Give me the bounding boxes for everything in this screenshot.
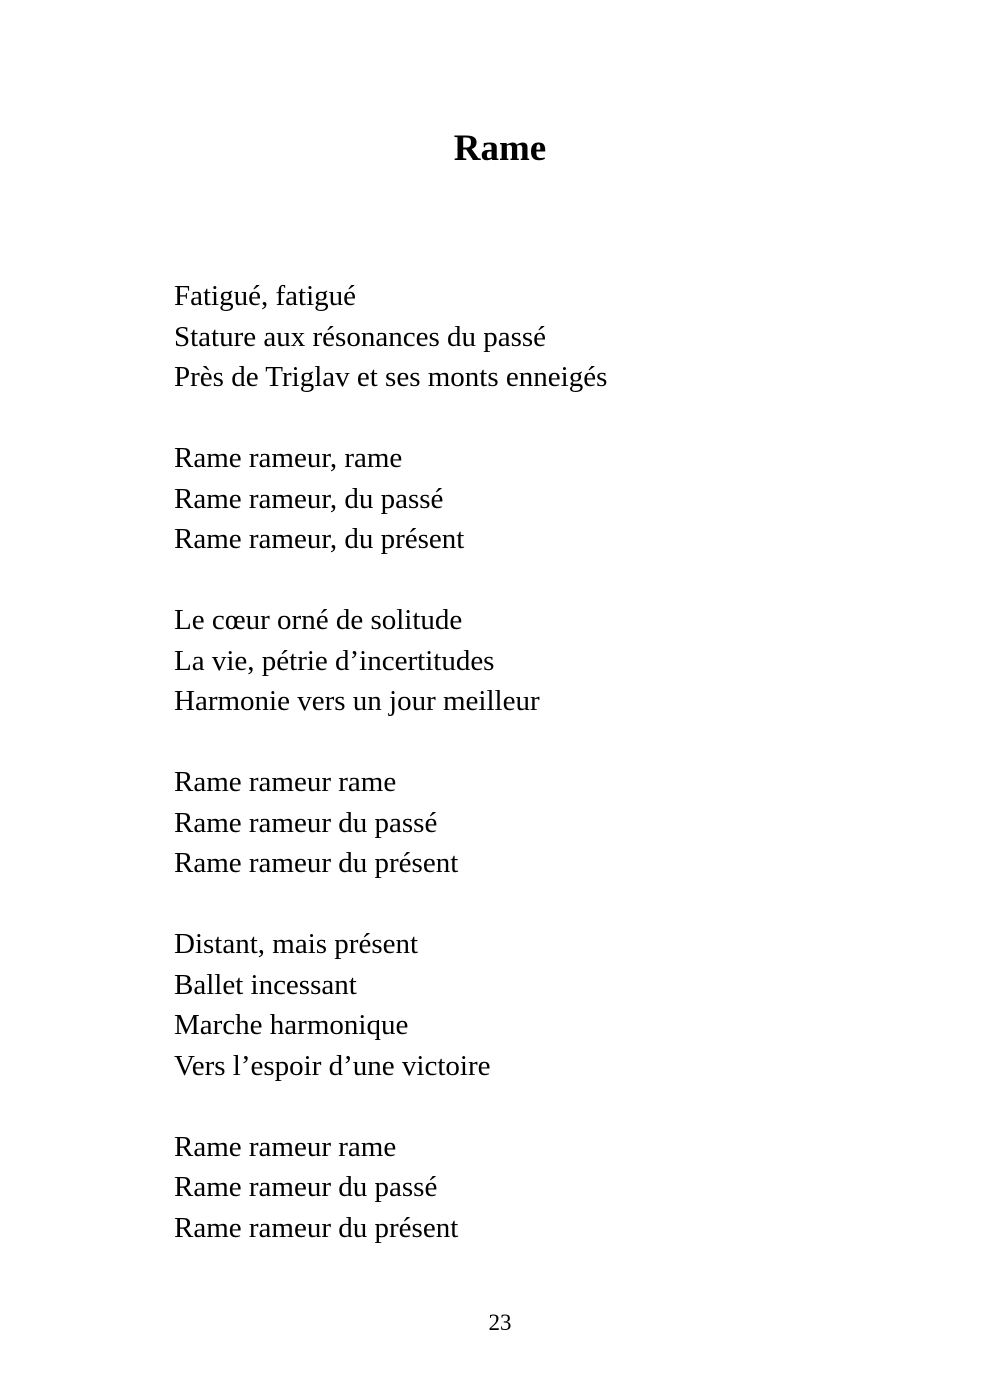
poem-line: Rame rameur du présent (174, 847, 459, 879)
stanza (174, 924, 874, 1086)
poem-line: Fatigué, fatigué (174, 280, 357, 312)
stanza (174, 438, 874, 560)
poem-line: Vers l’espoir d’une victoire (174, 1049, 491, 1082)
poem-line: Rame rameur du présent (174, 1211, 459, 1244)
stanza (174, 600, 874, 722)
poem-line: Rame rameur, du présent (174, 523, 465, 555)
poem-line: Rame rameur rame (174, 1130, 397, 1163)
stanza (174, 276, 874, 398)
poem-line: Rame rameur, rame (174, 442, 403, 474)
poem-line: Distant, mais présent (174, 928, 419, 960)
poem-line: Rame rameur du passé (174, 1171, 438, 1203)
page-number: 23 (488, 1310, 512, 1335)
stanza (174, 762, 874, 884)
poem-line: Marche harmonique (174, 1009, 409, 1041)
poem-line: Rame rameur rame (174, 766, 397, 798)
poem-line: Harmonie vers un jour meilleur (174, 685, 540, 717)
poem-line: La vie, pétrie d’incertitudes (174, 644, 495, 677)
poem-line: Rame rameur du passé (174, 806, 438, 839)
poem-body (174, 276, 874, 1289)
poem-line: Ballet incessant (174, 968, 357, 1001)
poem-line: Le cœur orné de solitude (174, 604, 463, 636)
poem-line: Près de Triglav et ses monts enneigés (174, 361, 608, 393)
stanza (174, 1127, 874, 1249)
poem-line: Stature aux résonances du passé (174, 320, 547, 353)
poem-line: Rame rameur, du passé (174, 482, 444, 515)
poem-title: Rame (453, 128, 547, 169)
